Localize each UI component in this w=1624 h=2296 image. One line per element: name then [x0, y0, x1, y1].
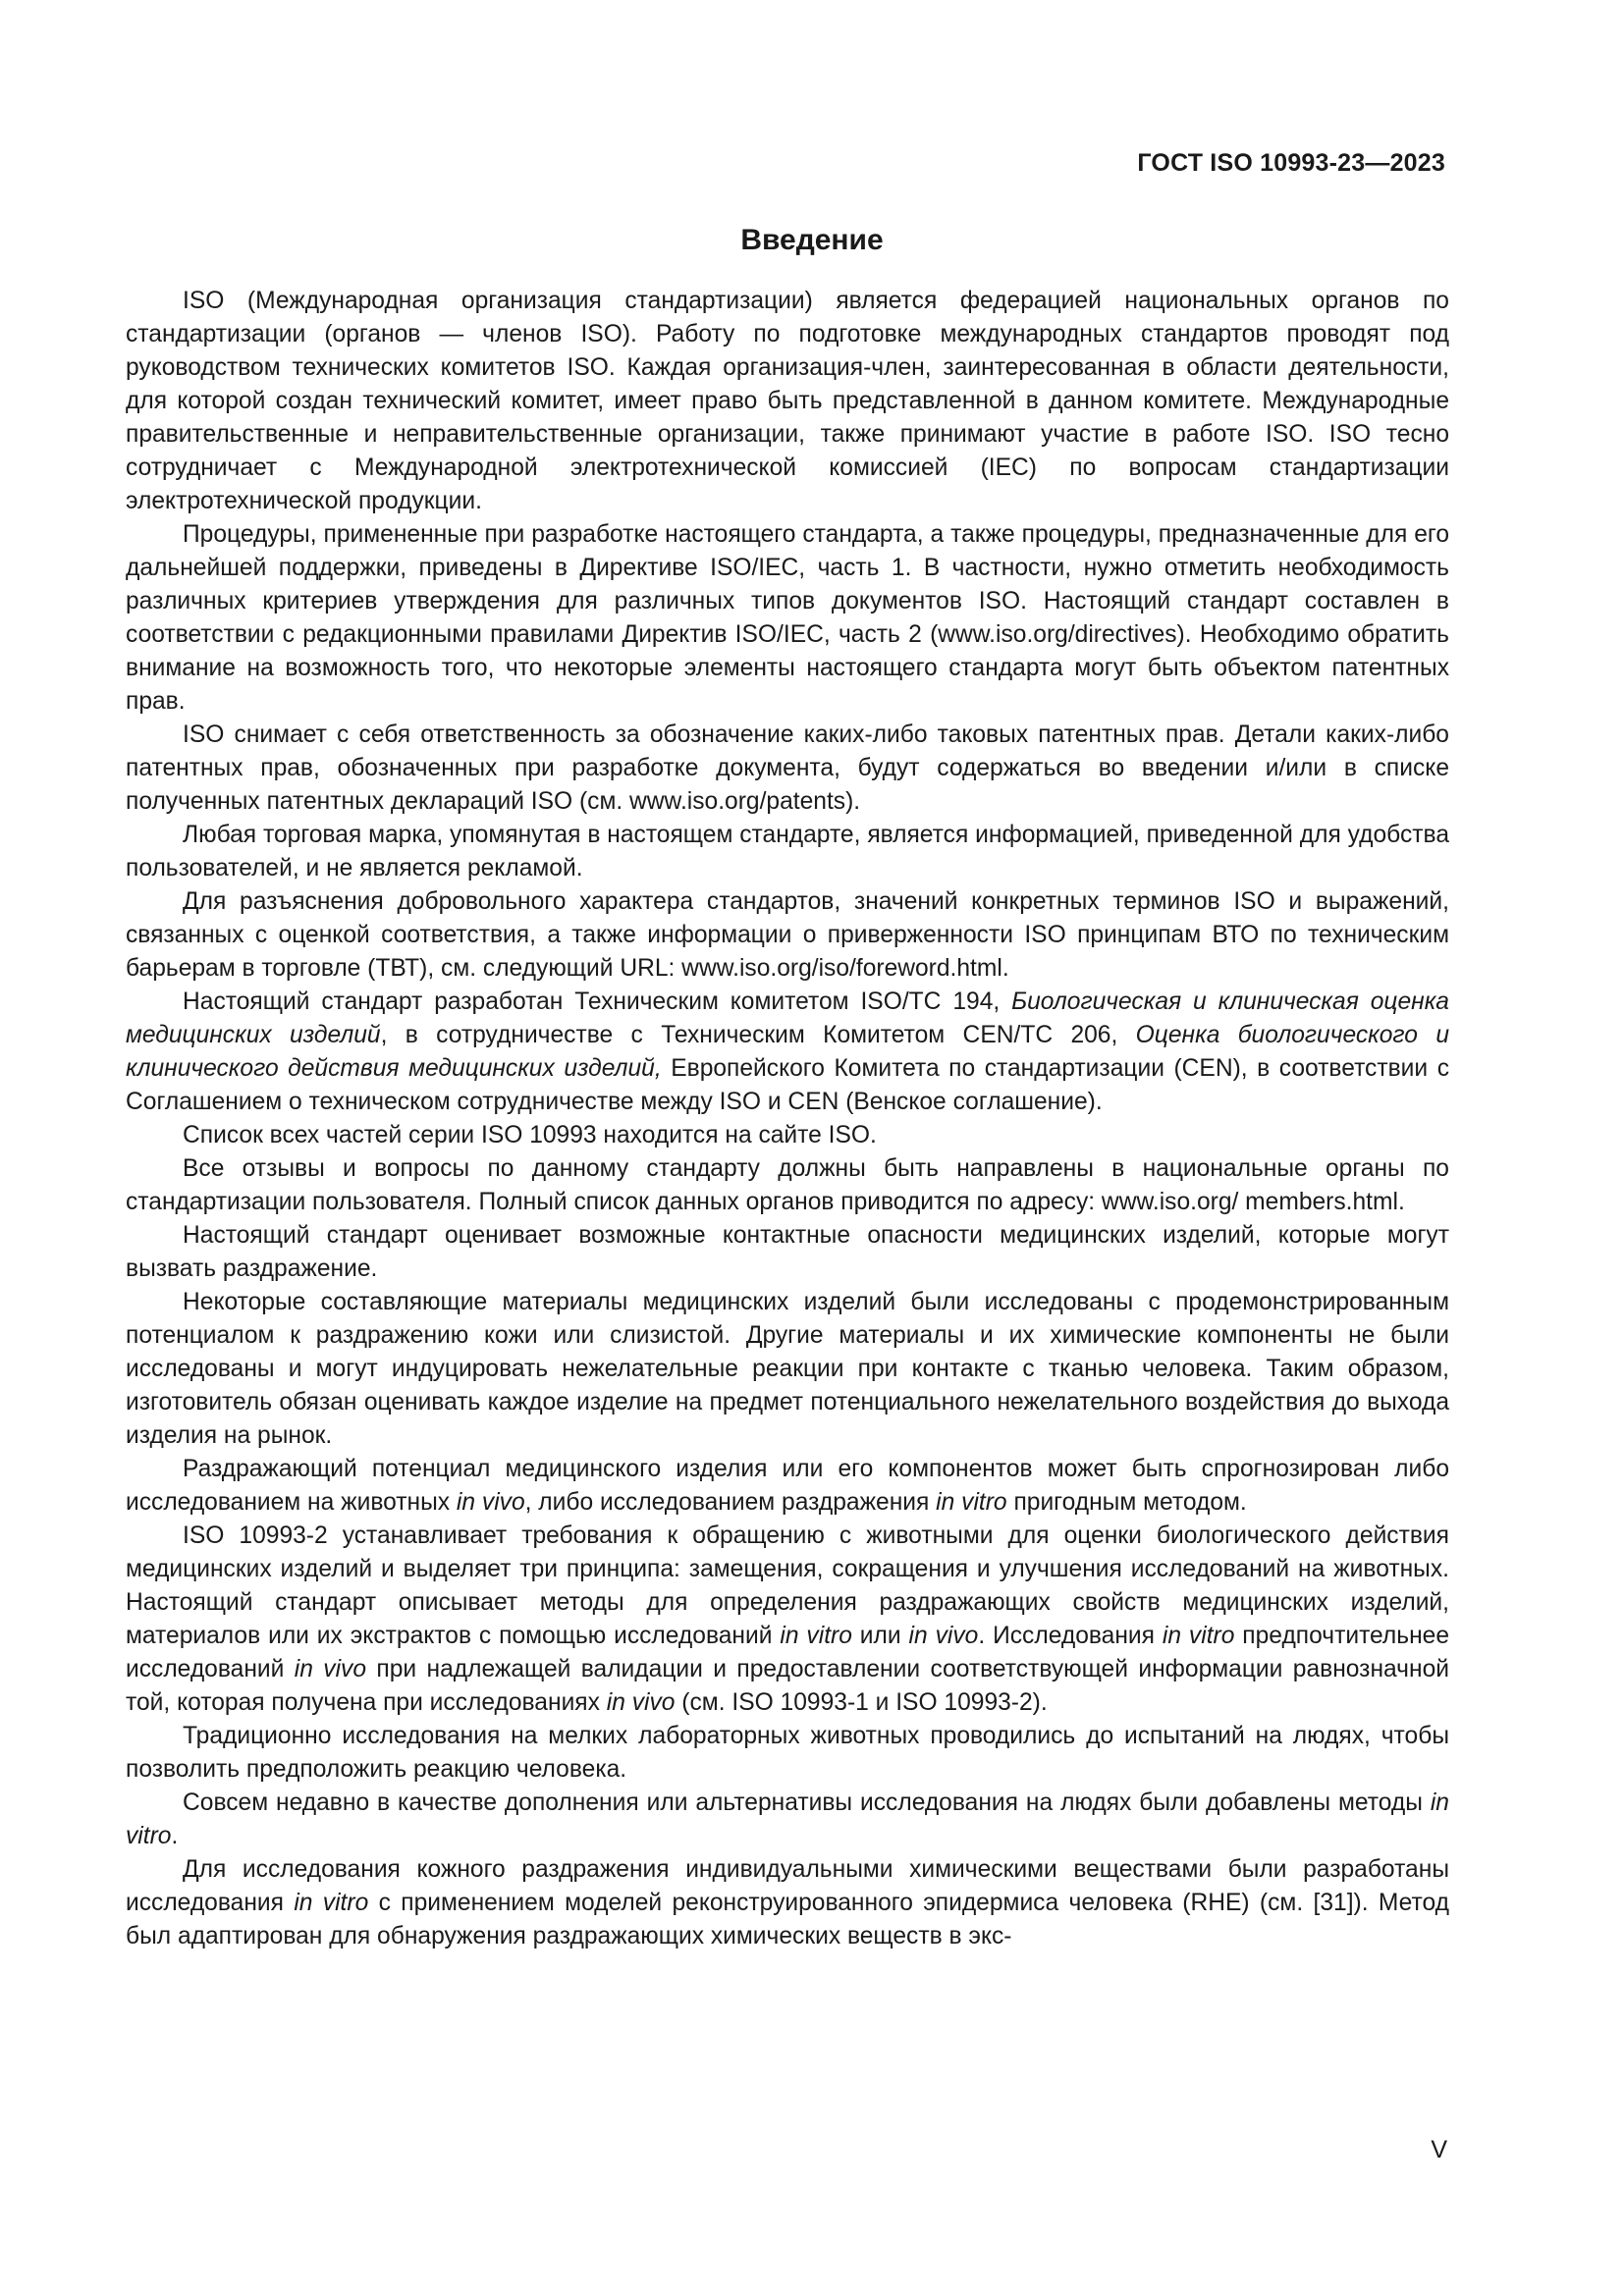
section-title: Введение	[740, 224, 884, 256]
paragraph: Процедуры, примененные при разработке настоящего стандарта, а также процедуры, предназначенные для его дальнейшей поддержки, приведены в Директиве ISO/IEC, часть 1. В частности, нужно отметить необходимость различных критериев утверждения для различных типов документов ISO. Настоящий стандарт составлен в соответствии с редакционными правилами Директив ISO/IEC, часть 2 (www.iso.org/directives). Необходимо обратить внимание на возможность того, что некоторые элементы настоящего стандарта могут быть объектом патентных прав.	[126, 521, 1449, 715]
paragraph: Некоторые составляющие материалы медицинских изделий были исследованы с продемонстрированным потенциалом к раздражению кожи или слизистой. Другие материалы и их химические компоненты не были исследованы и могут индуцировать нежелательные реакции при контакте с тканью человека. Таким образом, изготовитель обязан оценивать каждое изделие на предмет потенциального нежелательного воздействия до выхода изделия на рынок.	[126, 1289, 1449, 1449]
paragraph: Традиционно исследования на мелких лабораторных животных проводились до испытаний на людях, чтобы позволить предположить реакцию человека.	[126, 1723, 1449, 1783]
body-text	[126, 285, 1449, 1953]
document-code: ГОСТ ISO 10993-23—2023	[1137, 149, 1445, 177]
paragraph: Совсем недавно в качестве дополнения или альтернативы исследования на людях были добавлены методы in vitro.	[126, 1789, 1449, 1849]
paragraph: ISO 10993-2 устанавливает требования к обращению с животными для оценки биологического действия медицинских изделий и выделяет три принципа: замещения, сокращения и улучшения исследований на животных. Настоящий стандарт описывает методы для определения раздражающих свойств медицинских изделий, материалов или их экстрактов с помощью исследований in vitro или in vivo. Исследования in vitro предпочтительнее исследований in vivo при надлежащей валидации и предоставлении соответствующей информации равнозначной той, которая получена при исследованиях in vivo (см. ISO 10993-1 и ISO 10993-2).	[126, 1522, 1450, 1716]
paragraph: ISO снимает с себя ответственность за обозначение каких-либо таковых патентных прав. Детали каких-либо патентных прав, обозначенных при разработке документа, будут содержаться во введении и/или в списке полученных патентных деклараций ISO (см. www.iso.org/patents).	[126, 721, 1449, 815]
paragraph: Настоящий стандарт оценивает возможные контактные опасности медицинских изделий, которые могут вызвать раздражение.	[126, 1222, 1449, 1282]
paragraph: Все отзывы и вопросы по данному стандарту должны быть направлены в национальные органы по стандартизации пользователя. Полный список данных органов приводится по адресу: www.iso.org/ members.html.	[126, 1155, 1449, 1215]
paragraph: Настоящий стандарт разработан Техническим комитетом ISO/TC 194, Биологическая и клиническая оценка медицинских изделий, в сотрудничестве с Техническим Комитетом CEN/TC 206, Оценка биологического и клинического действия медицинских изделий, Европейского Комитета по стандартизации (CEN), в соответствии с Соглашением о техническом сотрудничестве между ISO и CEN (Венское соглашение).	[126, 988, 1450, 1115]
paragraph: ISO (Международная организация стандартизации) является федерацией национальных органов по стандартизации (органов — членов ISO). Работу по подготовке международных стандартов проводят под руководством технических комитетов ISO. Каждая организация-член, заинтересованная в области деятельности, для которой создан технический комитет, имеет право быть представленной в данном комитете. Международные правительственные и неправительственные организации, также принимают участие в работе ISO. ISO тесно сотрудничает с Международной электротехнической комиссией (IEC) по вопросам стандартизации электротехнической продукции.	[126, 288, 1449, 514]
paragraph: Раздражающий потенциал медицинского изделия или его компонентов может быть спрогнозирован либо исследованием на животных in vivo, либо исследованием раздражения in vitro пригодным методом.	[126, 1456, 1449, 1516]
paragraph: Для разъяснения добровольного характера стандартов, значений конкретных терминов ISO и выражений, связанных с оценкой соответствия, а также информации о приверженности ISO принципам ВТО по техническим барьерам в торговле (ТВТ), см. следующий URL: www.iso.org/iso/foreword.html.	[126, 888, 1449, 982]
paragraph: Для исследования кожного раздражения индивидуальными химическими веществами были разработаны исследования in vitro с применением моделей реконструированного эпидермиса человека (RHE) (см. [31]). Метод был адаптирован для обнаружения раздражающих химических веществ в экс-	[126, 1856, 1449, 1949]
page-number: V	[1431, 2136, 1447, 2163]
paragraph: Список всех частей серии ISO 10993 находится на сайте ISO.	[183, 1122, 877, 1148]
paragraph: Любая торговая марка, упомянутая в настоящем стандарте, является информацией, приведенной для удобства пользователей, и не является рекламой.	[126, 822, 1449, 881]
